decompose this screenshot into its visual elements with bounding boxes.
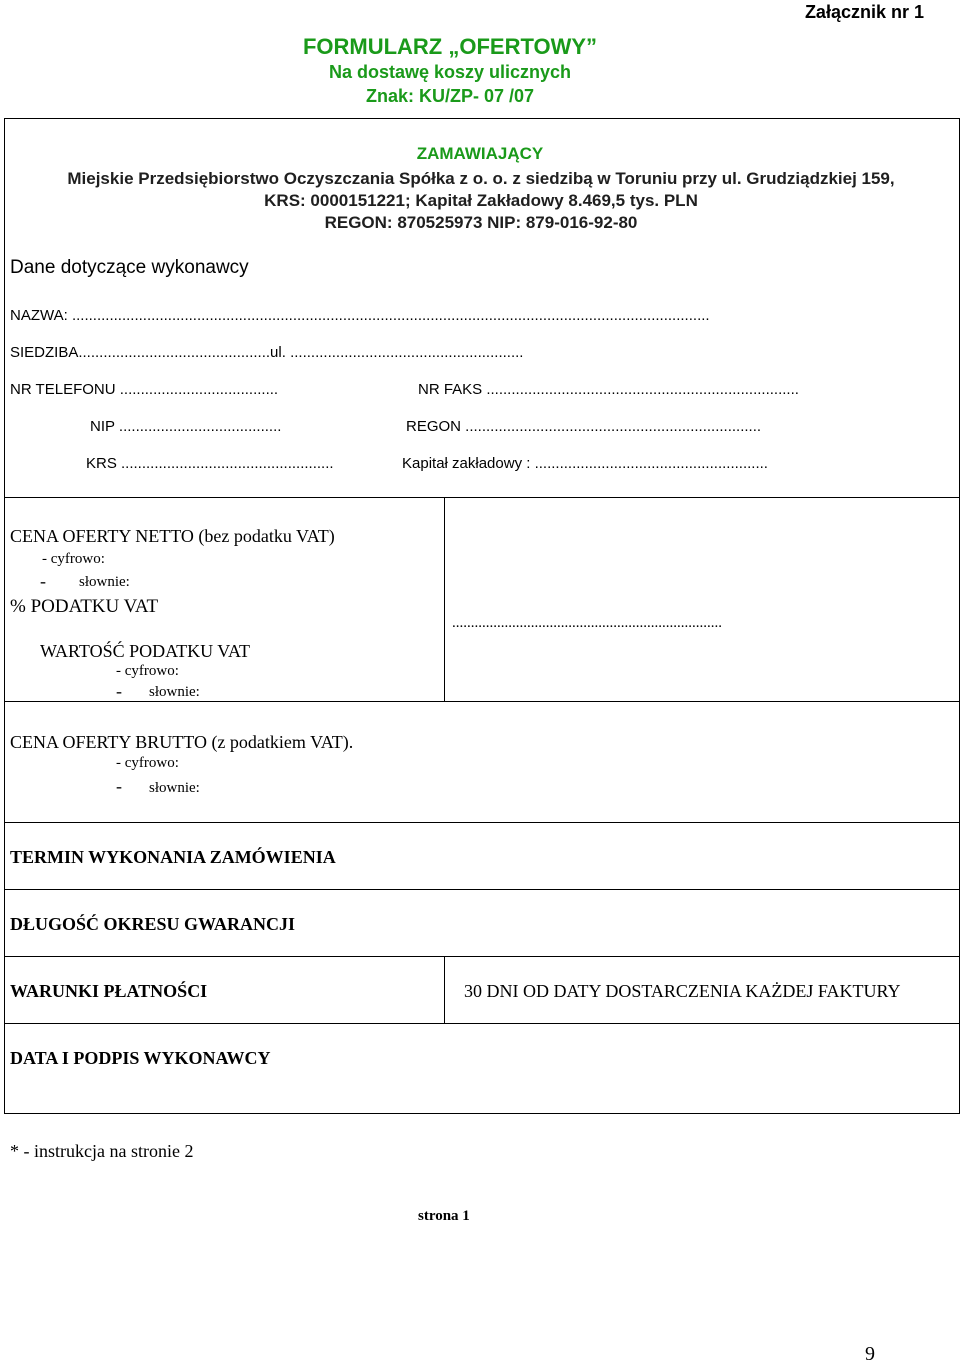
completion-term-label: TERMIN WYKONANIA ZAMÓWIENIA [10,847,336,867]
divider [4,822,960,823]
signature-label: DATA I PODPIS WYKONAWCY [10,1048,271,1068]
divider [4,889,960,890]
orderer-line-3: REGON: 870525973 NIP: 879-016-92-80 [324,213,638,232]
page-label: strona 1 [418,1208,470,1224]
annex-label: Załącznik nr 1 [804,2,924,22]
price-value-field[interactable]: ........................................................................ [452,615,722,631]
page-number: 9 [865,1343,875,1365]
divider [444,956,445,1023]
divider [4,701,960,702]
form-title: FORMULARZ „OFERTOWY” [302,34,598,59]
gross-price-label: CENA OFERTY BRUTTO (z podatkiem VAT). [10,732,354,752]
orderer-line-2: KRS: 0000151221; Kapitał Zakładowy 8.469,5 tys. PLN [264,191,698,210]
gross-price-words[interactable]: słownie: [149,780,200,796]
vat-value-digits[interactable]: - cyfrowo: [116,663,179,679]
vat-percent-label: % PODATKU VAT [10,596,159,617]
warranty-period-label: DŁUGOŚĆ OKRESU GWARANCJI [10,914,296,934]
divider [4,497,960,498]
fax-field[interactable]: NR FAKS ........................................................................... [418,381,799,398]
gross-price-dash: - [116,776,122,796]
vat-value-dash: - [116,681,122,701]
payment-terms-label: WARUNKI PŁATNOŚCI [10,981,208,1001]
nip-field[interactable]: NIP ....................................... [90,418,282,435]
form-sign: Znak: KU/ZP- 07 /07 [365,86,535,106]
footnote: * - instrukcja na stronie 2 [10,1141,194,1161]
percent-symbol: % [10,596,26,617]
krs-field[interactable]: KRS ................................................... [86,455,334,472]
contractor-heading: Dane dotyczące wykonawcy [10,257,249,278]
vat-value-label: WARTOŚĆ PODATKU VAT [40,641,250,661]
divider [4,1023,960,1024]
form-subtitle: Na dostawę koszy ulicznych [328,62,572,82]
share-capital-field[interactable]: Kapitał zakładowy : ........................................................ [402,455,768,472]
net-price-dash: - [40,571,46,591]
vat-value-words[interactable]: słownie: [149,684,200,700]
address-field[interactable]: SIEDZIBA..............................................ul. ........................................................ [10,344,524,361]
net-price-label: CENA OFERTY NETTO (bez podatku VAT) [10,526,335,546]
orderer-heading: ZAMAWIAJĄCY [416,144,544,163]
net-price-words[interactable]: słownie: [79,574,130,590]
divider [4,956,960,957]
gross-price-digits[interactable]: - cyfrowo: [116,755,179,771]
regon-field[interactable]: REGON ....................................................................... [406,418,762,435]
orderer-line-1: Miejskie Przedsiębiorstwo Oczyszczania Spółka z o. o. z siedzibą w Toruniu przy ul. Grudziądzkiej 159, [67,169,895,188]
phone-field[interactable]: NR TELEFONU ...................................... [10,381,279,398]
payment-terms-value: 30 DNI OD DATY DOSTARCZENIA KAŻDEJ FAKTURY [464,981,901,1001]
name-field[interactable]: NAZWA: ......................................................................................................................................................... [10,307,710,324]
divider [444,497,445,701]
net-price-digits[interactable]: - cyfrowo: [42,551,105,567]
orderer-details [8,168,954,234]
